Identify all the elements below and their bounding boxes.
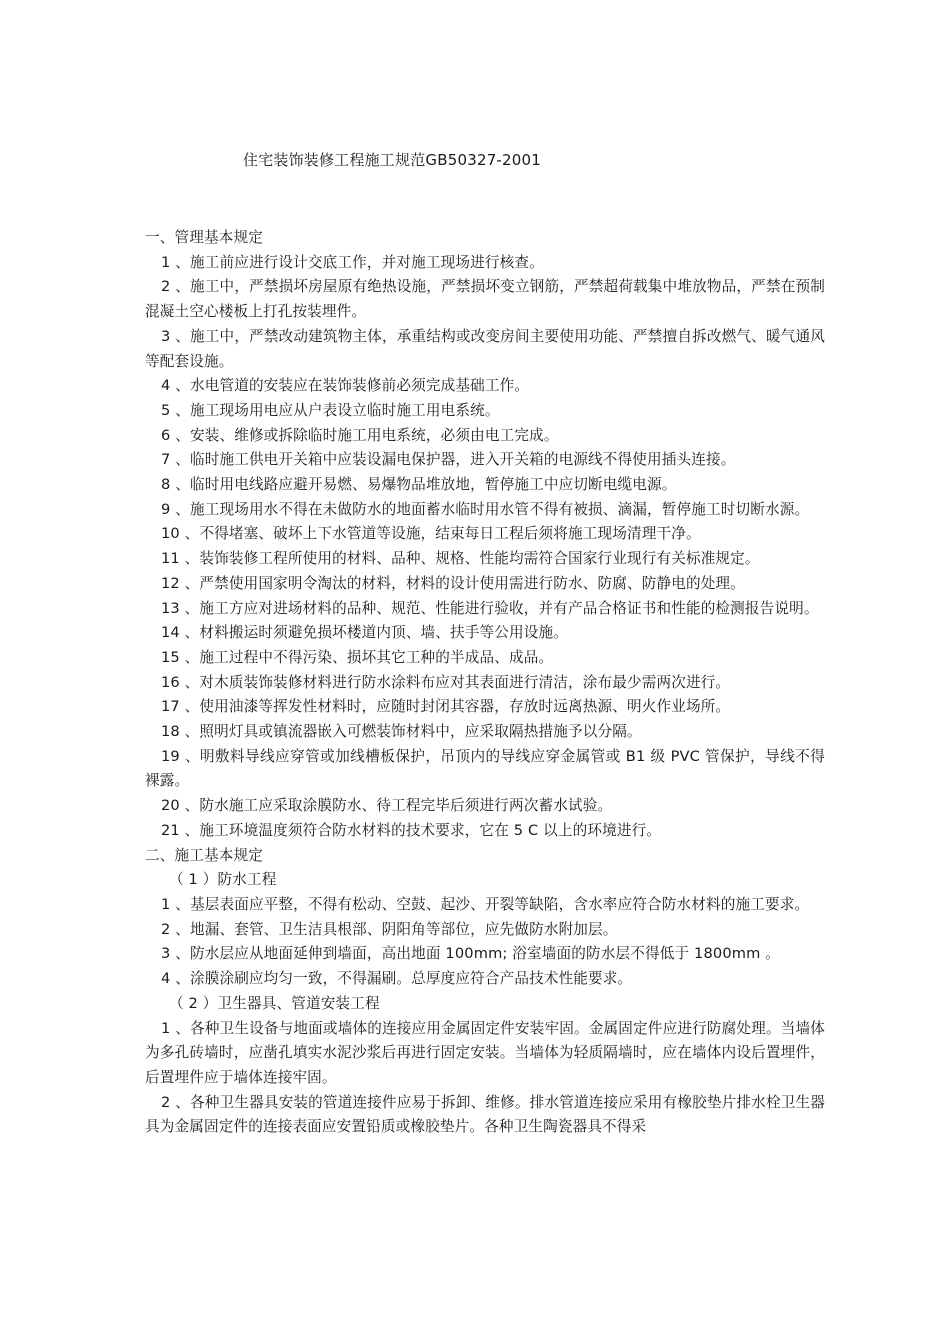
- list-item: 1 、基层表面应平整，不得有松动、空鼓、起沙、开裂等缺陷，含水率应符合防水材料的施工要求。: [161, 895, 810, 913]
- list-item: 2 、施工中，严禁损坏房屋原有绝热设施，严禁损坏变立钢筋，严禁超荷载集中堆放物品，严禁在预制混凝土空心楼板上打孔按装埋件。: [145, 278, 825, 321]
- list-item: 16 、对木质装饰装修材料进行防水涂料布应对其表面进行清洁，涂布最少需两次进行。: [161, 673, 731, 691]
- list-item: 12 、严禁使用国家明令淘汰的材料，材料的设计使用需进行防水、防腐、防静电的处理。: [161, 574, 745, 592]
- document-title: 住宅装饰装修工程施工规范GB50327-2001: [243, 151, 542, 169]
- subsection-heading: （ 2 ）卫生器具、管道安装工程: [169, 994, 380, 1012]
- list-item: 1 、各种卫生设备与地面或墙体的连接应用金属固定件安装牢固。金属固定件应进行防腐处理。当墙体为多孔砖墙时，应凿孔填实水泥沙浆后再进行固定安装。当墙体为轻质隔墙时，应在墙体内设后置埋件，后置埋件应于墙体连接牢固。: [145, 1019, 825, 1086]
- list-item: 8 、临时用电线路应避开易燃、易爆物品堆放地，暂停施工中应切断电缆电源。: [161, 476, 677, 494]
- document-body: [145, 226, 825, 1140]
- list-item: 5 、施工现场用电应从户表设立临时施工用电系统。: [161, 401, 500, 419]
- section-heading: 一、管理基本规定: [145, 229, 263, 246]
- list-item: 2 、地漏、套管、卫生洁具根部、阴阳角等部位，应先做防水附加层。: [161, 920, 618, 938]
- subsection-heading: （ 1 ）防水工程: [169, 871, 277, 889]
- list-item: 6 、安装、维修或拆除临时施工用电系统，必须由电工完成。: [161, 426, 559, 444]
- list-item: 2 、各种卫生器具安装的管道连接件应易于拆卸、维修。排水管道连接应采用有橡胶垫片排水栓卫生器具为金属固定件的连接表面应安置铅质或橡胶垫片。各种卫生陶瓷器具不得采: [145, 1093, 825, 1136]
- list-item: 17 、使用油漆等挥发性材料时，应随时封闭其容器，存放时远离热源、明火作业场所。: [161, 698, 731, 716]
- list-item: 20 、防水施工应采取涂膜防水、待工程完毕后须进行两次蓄水试验。: [161, 797, 613, 815]
- list-item: 13 、施工方应对进场材料的品种、规范、性能进行验收，并有产品合格证书和性能的检测报告说明。: [161, 599, 819, 617]
- list-item: 21 、施工环境温度须符合防水材料的技术要求，它在 5 C 以上的环境进行。: [161, 821, 662, 839]
- list-item: 19 、明敷料导线应穿管或加线槽板保护，吊顶内的导线应穿金属管或 B1 级 PVC 管保护，导线不得裸露。: [145, 747, 825, 790]
- list-item: 10 、不得堵塞、破坏上下水管道等设施，结束每日工程后须将施工现场清理干净。: [161, 525, 701, 543]
- list-item: 7 、临时施工供电开关箱中应装设漏电保护器，进入开关箱的电源线不得使用插头连接。: [161, 451, 736, 469]
- list-item: 18 、照明灯具或镇流器嵌入可燃装饰材料中，应采取隔热措施予以分隔。: [161, 723, 642, 741]
- list-item: 3 、施工中，严禁改动建筑物主体，承重结构或改变房间主要使用功能、严禁擅自拆改燃气、暖气通风等配套设施。: [145, 327, 825, 370]
- section-heading: 二、施工基本规定: [145, 846, 263, 864]
- list-item: 11 、装饰装修工程所使用的材料、品种、规格、性能均需符合国家行业现行有关标准规定。: [161, 550, 760, 568]
- list-item: 9 、施工现场用水不得在未做防水的地面蓄水临时用水管不得有被损、滴漏，暂停施工时切断水源。: [161, 500, 810, 518]
- list-item: 3 、防水层应从地面延伸到墙面，高出地面 100mm; 浴室墙面的防水层不得低于 1800mm 。: [161, 945, 781, 963]
- list-item: 1 、施工前应进行设计交底工作，并对施工现场进行核查。: [161, 253, 544, 271]
- list-item: 4 、涂膜涂刷应均匀一致，不得漏刷。总厚度应符合产品技术性能要求。: [161, 970, 633, 988]
- list-item: 14 、材料搬运时须避免损坏楼道内顶、墙、扶手等公用设施。: [161, 624, 568, 642]
- list-item: 4 、水电管道的安装应在装饰装修前必须完成基础工作。: [161, 377, 530, 395]
- list-item: 15 、施工过程中不得污染、损坏其它工种的半成品、成品。: [161, 648, 554, 666]
